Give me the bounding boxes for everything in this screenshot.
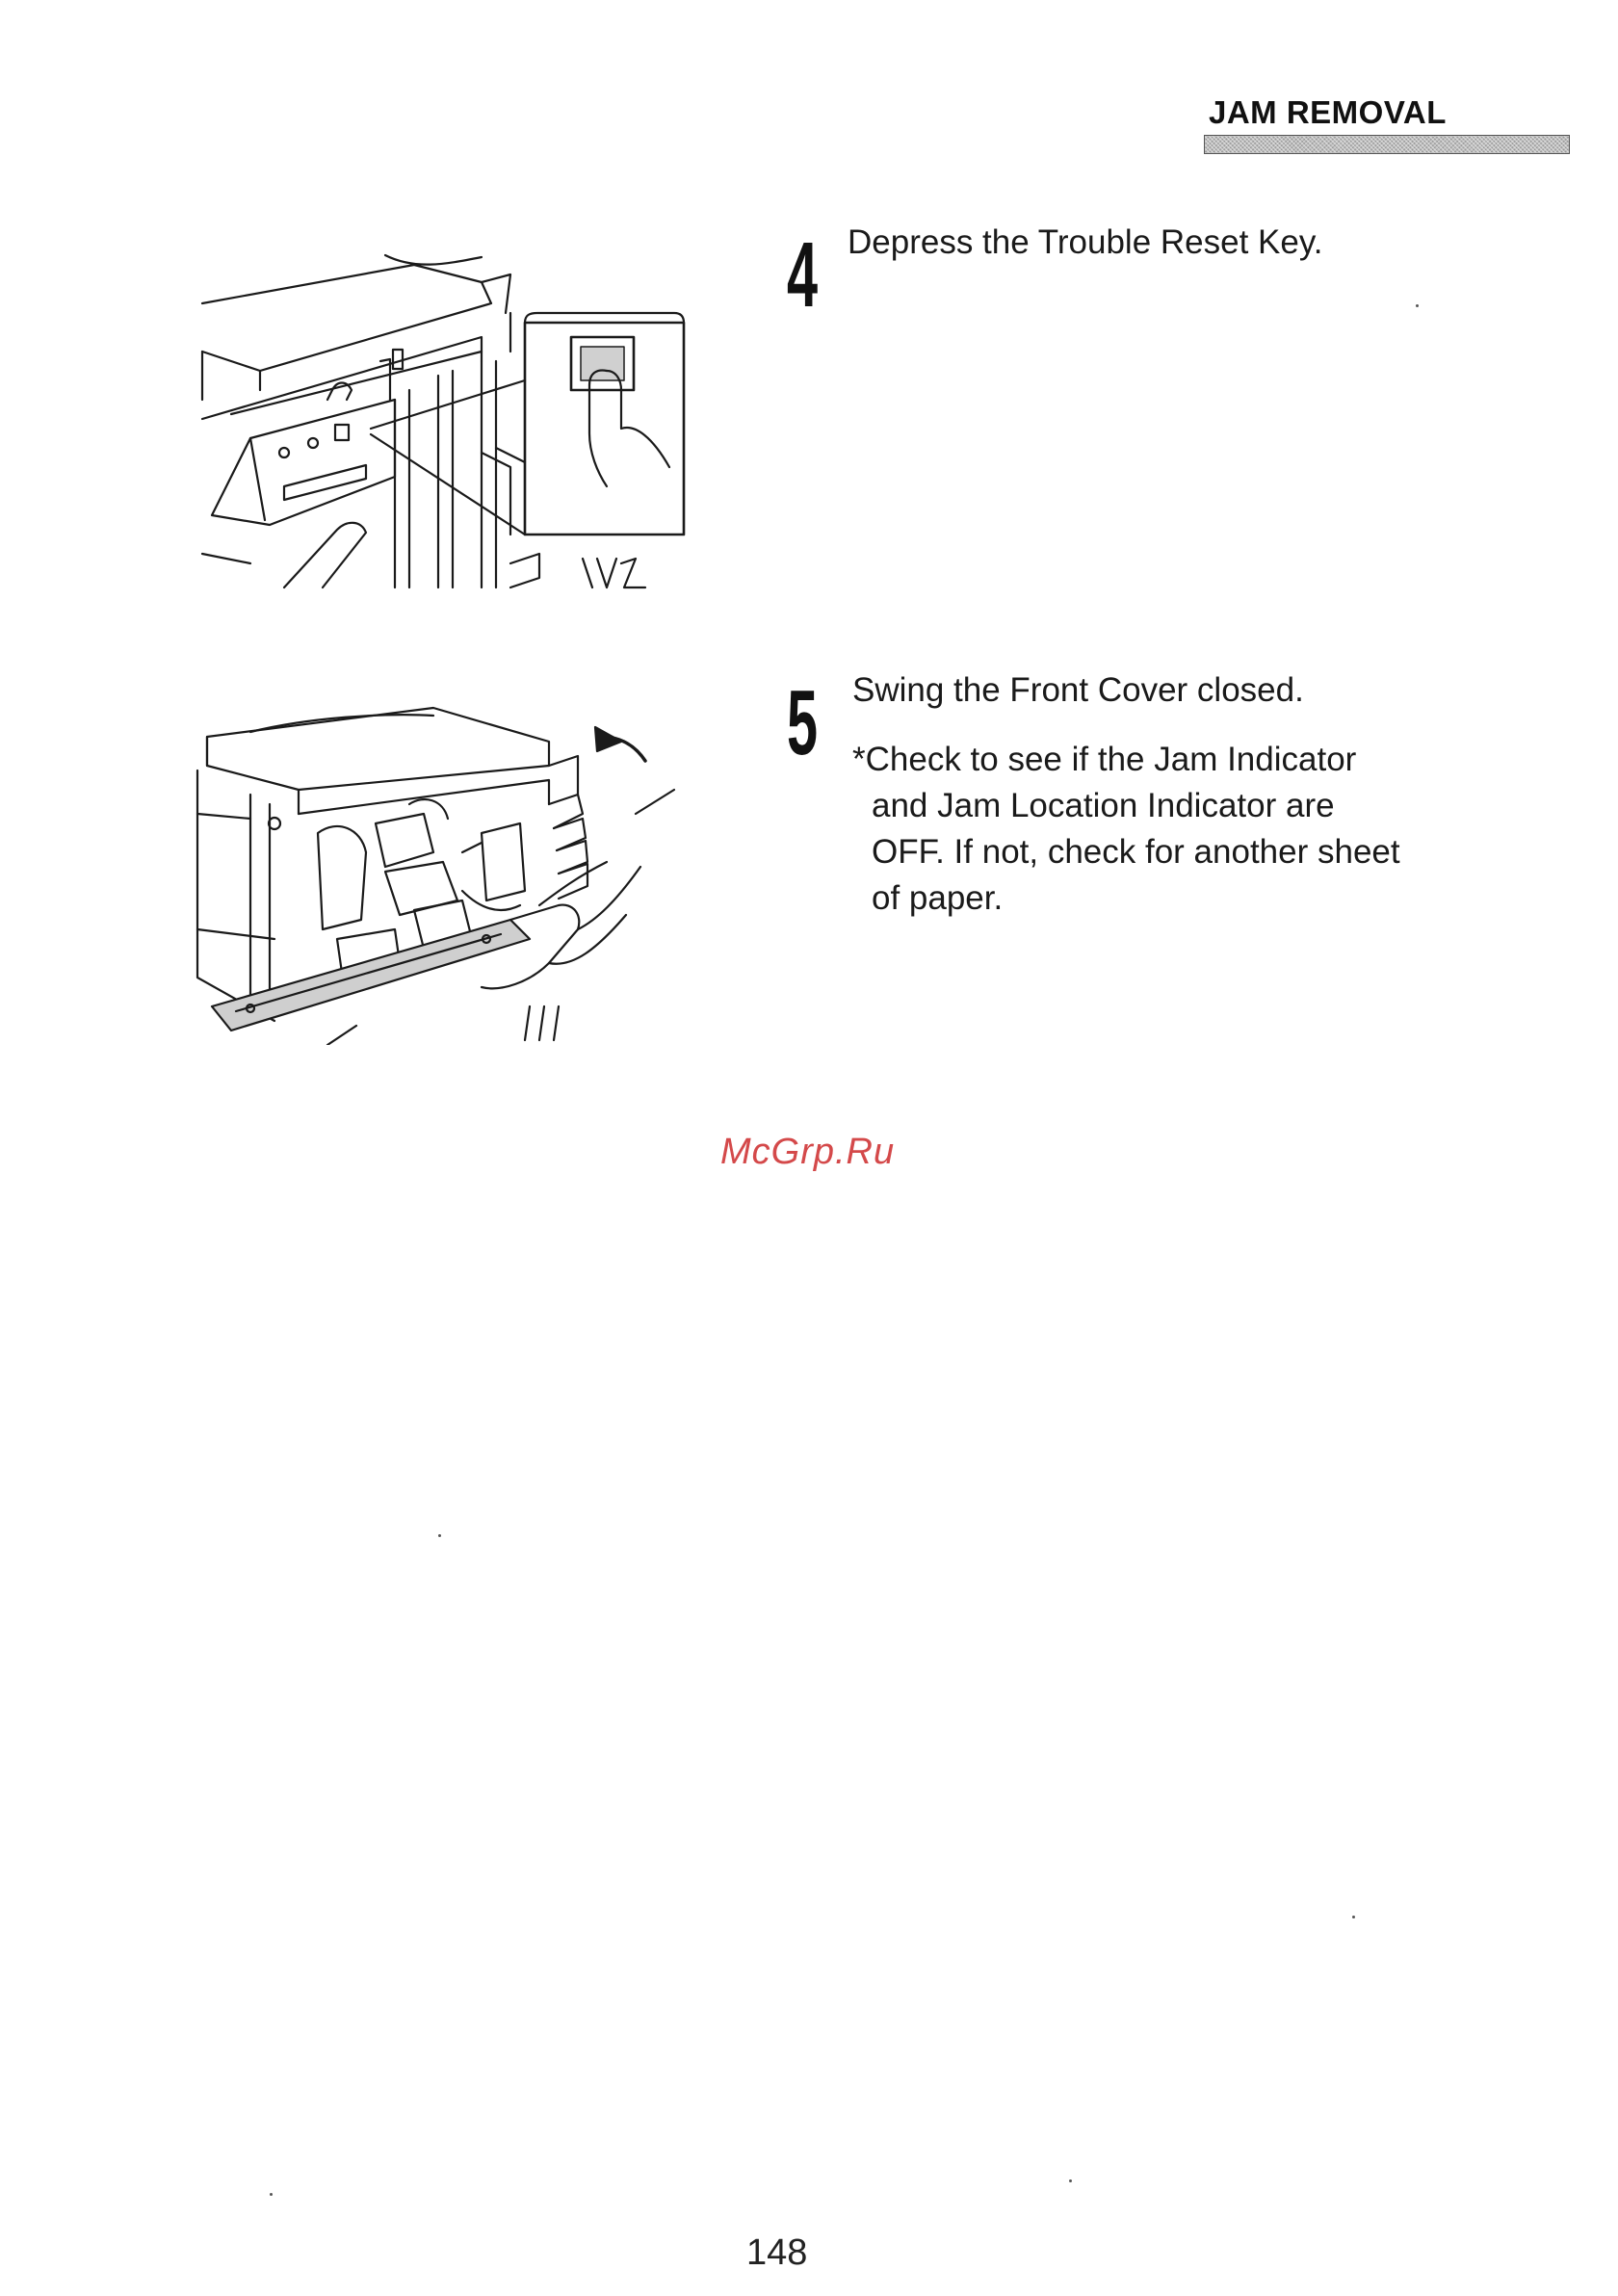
copier-front-cover-illustration <box>193 698 693 1045</box>
scan-speck <box>1416 304 1419 307</box>
scan-speck <box>438 1534 441 1537</box>
step-5-note-line-4: of paper. <box>872 879 1004 917</box>
step-5-note-line-3: OFF. If not, check for another sheet <box>872 833 1400 871</box>
page-number: 148 <box>746 2232 808 2273</box>
scan-speck <box>1069 2179 1072 2182</box>
copier-control-panel-icon <box>193 246 693 592</box>
copier-control-panel-illustration <box>193 246 693 592</box>
step-5-note-line-1: *Check to see if the Jam Indicator <box>852 741 1357 778</box>
section-title-bar <box>1204 135 1570 154</box>
step-5-instruction: Swing the Front Cover closed. <box>852 671 1304 709</box>
copier-front-cover-icon <box>193 698 693 1045</box>
step-number-5: 5 <box>787 671 819 774</box>
step-4-instruction: Depress the Trouble Reset Key. <box>848 223 1323 261</box>
step-number-4: 4 <box>787 223 819 326</box>
scan-speck <box>270 2193 273 2196</box>
step-5-note-line-2: and Jam Location Indicator are <box>872 787 1335 824</box>
section-title: JAM REMOVAL <box>1209 94 1447 130</box>
scan-speck <box>1352 1916 1355 1918</box>
watermark: McGrp.Ru <box>720 1132 896 1172</box>
